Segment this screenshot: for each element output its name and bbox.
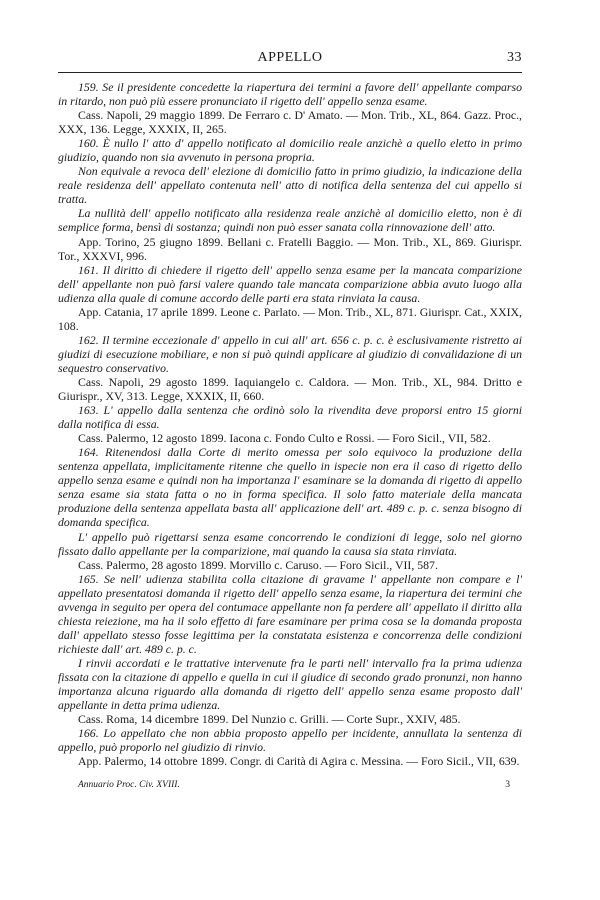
entry-160-citation: App. Torino, 25 giugno 1899. Bellani c. Fratelli Baggio. — Mon. Trib., XL, 869. Giurispr. Tor., XXXVI, 996. [58, 234, 522, 263]
entry-164-maxim: 164. Ritenendosi dalla Corte di merito omessa per solo equivoco la produzione della sentenza appellata, implicitamente ritenne che quello in ispecie non era il caso di rigetto dello appello senza esame e quindi non ha importanza l' esaminare se la domanda di rigetto di appello senza esame sia stata fatta o no in forma specifica. Il solo fatto materiale della mancata produzione della sentenza appellata basta all' applicazione dell' art. 489 c. p. c. senza bisogno di domanda specifica. [58, 445, 522, 530]
entry-161-citation: App. Catania, 17 aprile 1899. Leone c. Parlato. — Mon. Trib., XL, 871. Giurispr. Cat., XXIX, 108. [58, 304, 522, 333]
entry-159-citation: Cass. Napoli, 29 maggio 1899. De Ferraro c. D' Amato. — Mon. Trib., XL, 864. Gazz. Proc., XXX, 136. Legge, XXXIX, II, 265. [58, 108, 522, 137]
entry-161-maxim: 161. Il diritto di chiedere il rigetto dell' appello senza esame per la mancata comparizione dell' appellante non può farsi valere quando tale mancata comparizione abbia avuto luogo alla udienza alla quale di comune accordo delle parti era stata rinviata la causa. [58, 262, 522, 305]
entry-160-maxim-3: La nullità dell' appello notificato alla residenza reale anzichè al domicilio eletto, non è di semplice forma, bensì di sostanza; quindi non può esser sanata colla rinnovazione dell' atto. [58, 206, 522, 235]
footer-publication: Annuario Proc. Civ. XVIII. [78, 780, 180, 790]
running-header [58, 50, 522, 73]
entry-160-maxim: 160. È nullo l' atto d' appello notificato al domicilio reale anzichè a quello eletto in primo giudizio, quando non sia avvenuto in persona propria. [58, 136, 522, 165]
page-number: 33 [507, 50, 522, 65]
header-title: APPELLO [257, 50, 323, 65]
entry-164-citation: Cass. Palermo, 28 agosto 1899. Morvillo c. Caruso. — Foro Sicil., VII, 587. [78, 557, 438, 572]
entry-163-citation: Cass. Palermo, 12 agosto 1899. Iacona c. Fondo Culto e Rossi. — Foro Sicil., VII, 582. [78, 431, 491, 446]
entry-163-maxim: 163. L' appello dalla sentenza che ordinò solo la rivendita deve proporsi entro 15 giorni dalla notifica di essa. [58, 403, 522, 432]
entry-165-maxim: 165. Se nell' udienza stabilita colla citazione di gravame l' appellante non compare e l' appellato presentatosi domanda il rigetto dell' appello senza esame, la riapertura dei termini che avvenga in seguito per opera del contumace appellante non fa perdere all' appellato il diritto alla chiesta reiezione, ma ha il solo effetto di fare esaminare per prima cosa se la domanda proposta dall' appellato stesso fosse legittima per la constatata esistenza e concorrenza delle condizioni richieste dall' art. 489 c. p. c. [58, 571, 522, 656]
entry-162-citation: Cass. Napoli, 29 agosto 1899. Iaquiangelo c. Caldora. — Mon. Trib., XL, 984. Dritto e Giurispr., XV, 313. Legge, XXXIX, II, 660. [58, 374, 522, 404]
entry-166-citation: App. Palermo, 14 ottobre 1899. Congr. di Carità di Agira c. Messina. — Foro Sicil., VII, 639. [78, 754, 520, 769]
page-body [58, 80, 522, 768]
signature-mark: 3 [505, 780, 510, 790]
entry-165-maxim-2: I rinvii accordati e le trattative intervenute fra le parti nell' intervallo fra la prima udienza fissata con la citazione di appello e quella in cui il giudice di secondo grado pronunzi, non hanno importanza alcuna riguardo alla domanda di rigetto dell' appello senza esame proposto dall' appellante in detta prima udienza. [58, 655, 522, 713]
entry-162-maxim: 162. Il termine eccezionale d' appello in cui all' art. 656 c. p. c. è esclusivamente ristretto ai giudizi di esecuzione mobiliare, e non si può quindi applicare al giudizio di convalidazione di un sequestro conservativo. [58, 332, 522, 375]
entry-159-maxim: 159. Se il presidente concedette la riapertura dei termini a favore dell' appellante comparso in ritardo, non può più essere pronunciato il rigetto dell' appello senza esame. [58, 80, 522, 109]
page-footer [78, 780, 510, 790]
entry-166-maxim: 166. Lo appellato che non abbia proposto appello per incidente, annullata la sentenza di appello, può proporlo nel giudizio di rinvio. [58, 726, 522, 755]
entry-164-maxim-2: L' appello può rigettarsi senza esame concorrendo le condizioni di legge, solo nel giorno fissato dallo appellante per la comparizione, mai quando la causa sia stata rinviata. [58, 529, 522, 558]
entry-165-citation: Cass. Roma, 14 dicembre 1899. Del Nunzio c. Grilli. — Corte Supr., XXIV, 485. [78, 712, 461, 727]
entry-160-maxim-2: Non equivale a revoca dell' elezione di domicilio fatto in primo giudizio, la indicazione della reale residenza dell' appellato contenuta nell' atto di notifica della sentenza del cui appello si tratta. [58, 164, 522, 207]
